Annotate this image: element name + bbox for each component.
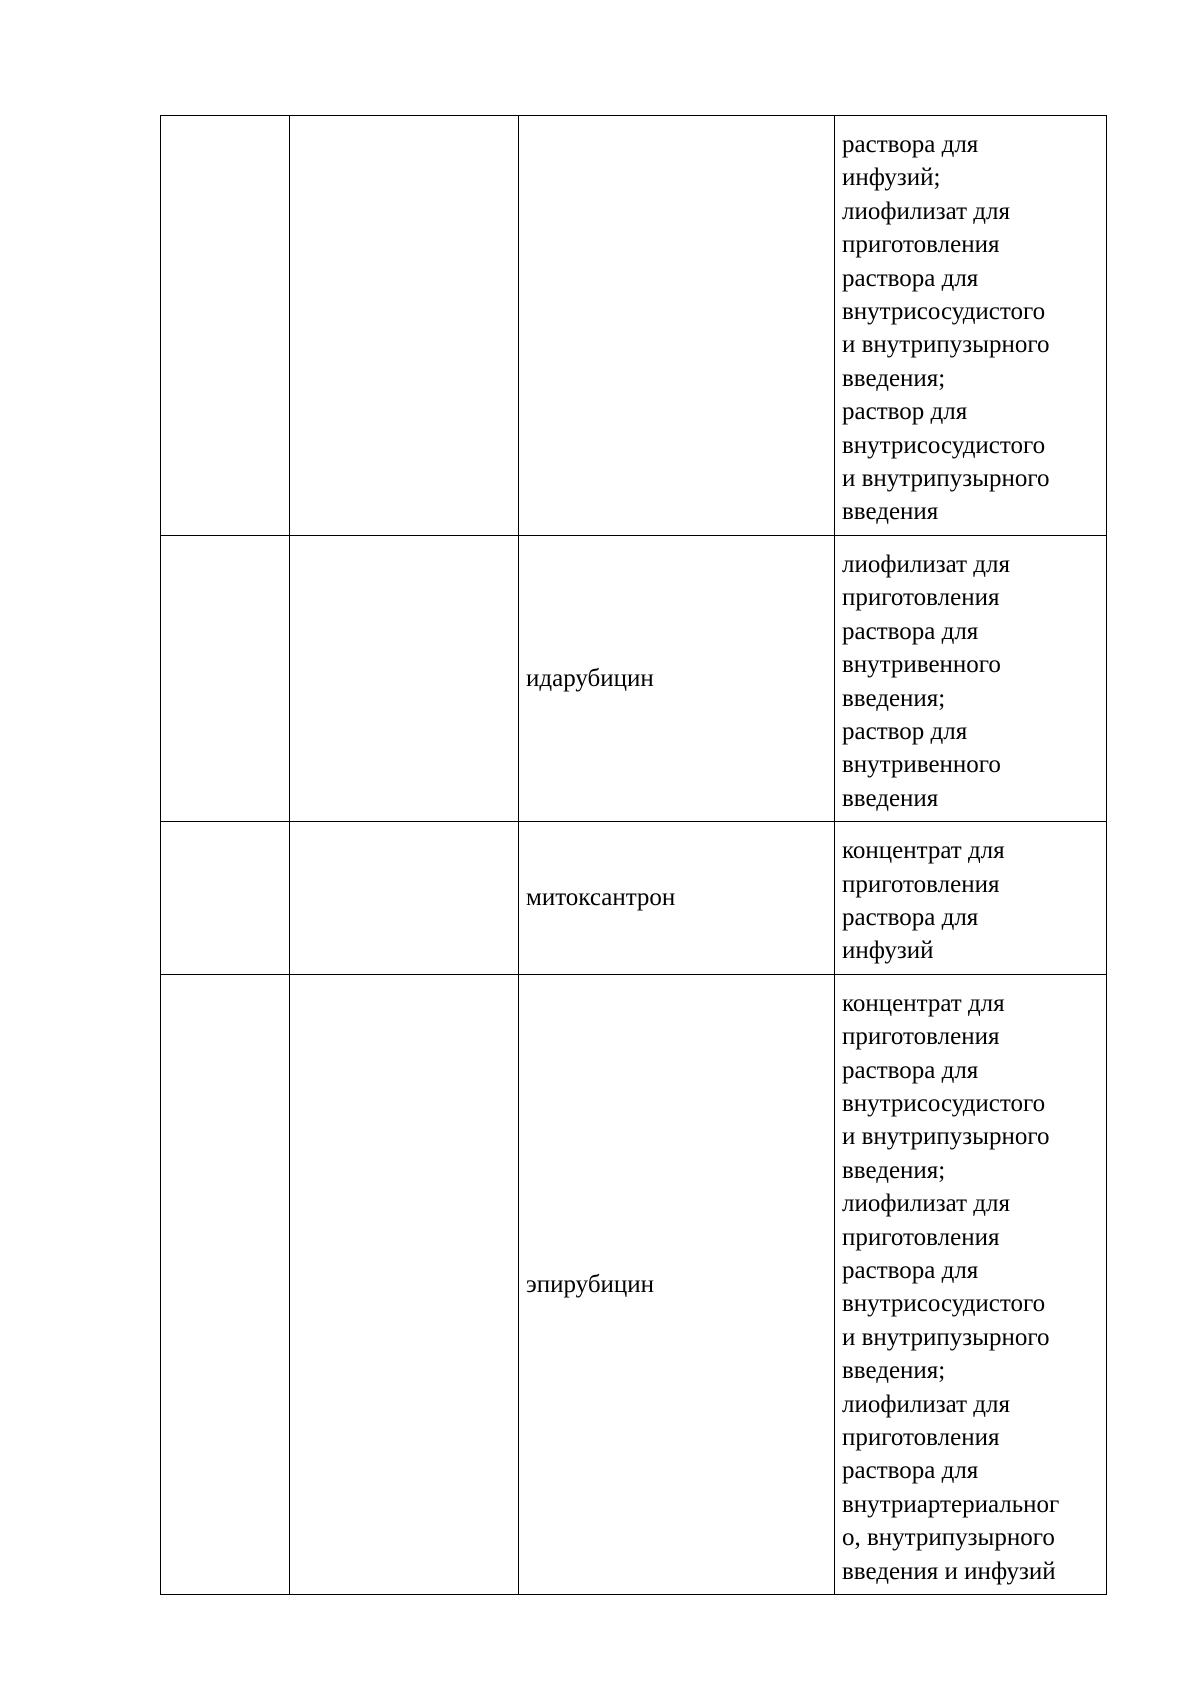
dosage-form-line: внутрисосудистого <box>842 1089 1046 1117</box>
dosage-form-line: раствор для <box>842 717 968 745</box>
dosage-forms-cell <box>835 116 1107 536</box>
dosage-form-line: лиофилизат для <box>842 1390 1010 1418</box>
dosage-form-line: и внутрипузырного <box>842 331 1050 359</box>
dosage-form-line: введения <box>842 498 939 526</box>
dosage-form-line: лиофилизат для <box>842 1190 1010 1218</box>
dosage-form-line: внутрисосудистого <box>842 431 1046 459</box>
dosage-form-line: концентрат для <box>842 989 1005 1017</box>
dosage-form-line: о, внутрипузырного <box>842 1524 1055 1552</box>
group-name-cell <box>290 535 519 821</box>
dosage-form-line: приготовления <box>842 584 1000 612</box>
dosage-form-line: приготовления <box>842 1223 1000 1251</box>
table-row <box>161 535 1107 821</box>
dosage-form-line: раствора для <box>842 1457 979 1485</box>
dosage-form-line: введения; <box>842 364 946 392</box>
dosage-form-line: приготовления <box>842 1023 1000 1051</box>
dosage-form-line: раствора для <box>842 1257 979 1284</box>
table-row <box>161 974 1107 1594</box>
dosage-form-line: и внутрипузырного <box>842 1123 1050 1151</box>
dosage-form-line: приготовления <box>842 1424 1000 1452</box>
dosage-form-line: инфузий <box>842 937 934 965</box>
dosage-forms-cell <box>835 974 1107 1594</box>
dosage-form-line: раствор для <box>842 398 968 426</box>
dosage-form-line: введения; <box>842 684 946 712</box>
atc-code-cell <box>161 822 290 975</box>
drug-name-cell <box>519 116 835 536</box>
dosage-form-line: введения <box>842 784 939 812</box>
dosage-form-line: раствора для <box>842 903 979 931</box>
drug-name-cell: идарубицин <box>519 535 835 821</box>
group-name-cell <box>290 116 519 536</box>
dosage-form-line: введения и инфузий <box>842 1557 1056 1585</box>
drug-name-cell: митоксантрон <box>519 822 835 975</box>
dosage-form-line: раствора для <box>842 131 979 158</box>
dosage-forms-cell <box>835 822 1107 975</box>
dosage-form-line: концентрат для <box>842 837 1005 865</box>
atc-code-cell <box>161 974 290 1594</box>
table-row <box>161 116 1107 536</box>
drug-name-cell: эпирубицин <box>519 974 835 1594</box>
dosage-form-line: приготовления <box>842 870 1000 898</box>
drug-table-body <box>161 116 1107 1595</box>
table-row <box>161 822 1107 975</box>
dosage-form-line: и внутрипузырного <box>842 1323 1050 1351</box>
dosage-forms-cell <box>835 535 1107 821</box>
dosage-form-line: приготовления <box>842 231 1000 259</box>
group-name-cell <box>290 822 519 975</box>
dosage-form-line: внутривенного <box>842 751 1001 779</box>
atc-code-cell <box>161 535 290 821</box>
dosage-form-line: внутриартериальног <box>842 1490 1060 1518</box>
dosage-form-line: раствора для <box>842 1056 979 1084</box>
dosage-form-line: раствора для <box>842 264 979 292</box>
dosage-form-line: лиофилизат для <box>842 197 1010 225</box>
atc-code-cell <box>161 116 290 536</box>
dosage-form-line: введения; <box>842 1357 946 1385</box>
dosage-form-line: инфузий; <box>842 164 941 192</box>
drug-table <box>160 115 1107 1595</box>
group-name-cell <box>290 974 519 1594</box>
dosage-form-line: внутрисосудистого <box>842 1290 1046 1318</box>
dosage-form-line: введения; <box>842 1156 946 1184</box>
dosage-form-line: лиофилизат для <box>842 550 1010 578</box>
dosage-form-line: внутрисосудистого <box>842 298 1046 326</box>
dosage-form-line: внутривенного <box>842 651 1001 679</box>
dosage-form-line: раствора для <box>842 617 979 645</box>
dosage-form-line: и внутрипузырного <box>842 465 1050 493</box>
